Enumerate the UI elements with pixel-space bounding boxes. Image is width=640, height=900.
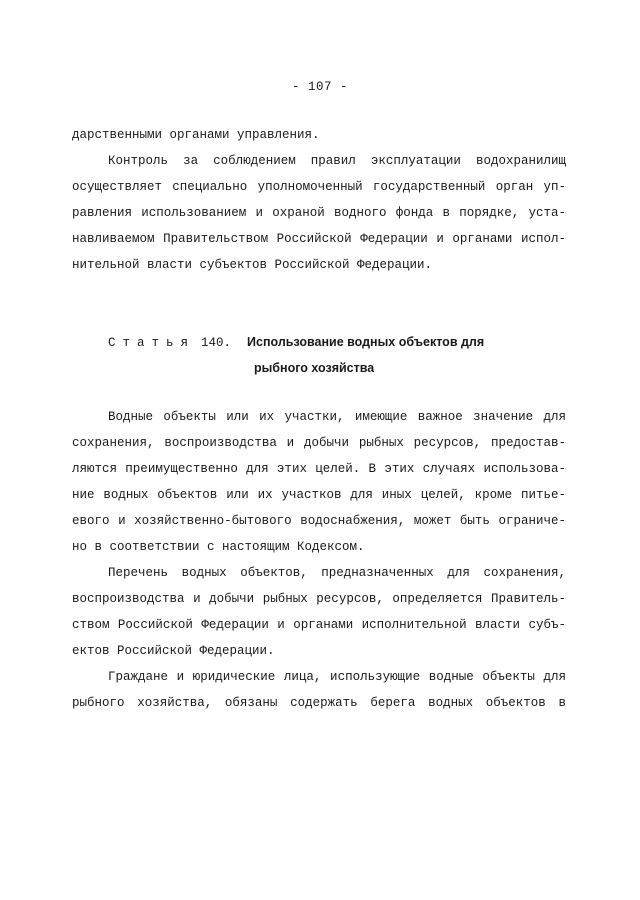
page-number: - 107 - xyxy=(291,80,348,94)
article-number: 140. xyxy=(201,336,232,350)
text-line: навливаемом Правительством Российской Федерации и органами испол- xyxy=(72,232,566,246)
article-label: Статья xyxy=(108,336,196,350)
text-line: ством Российской Федерации и органами исполнительной власти субъ- xyxy=(72,618,566,632)
text-line: но в соответствии с настоящим Кодексом. xyxy=(72,540,365,554)
text-line: воспроизводства и добычи рыбных ресурсов, определяется Правитель- xyxy=(72,592,566,606)
text-line: нительной власти субъектов Российской Федерации. xyxy=(72,258,433,272)
text-line: равления использованием и охраной водного фонда в порядке, уста- xyxy=(72,206,566,220)
text-line: ние водных объектов или их участков для иных целей, кроме питье- xyxy=(72,488,566,502)
text-line: евого и хозяйственно-бытового водоснабжения, может быть ограниче- xyxy=(72,514,566,528)
text-line: рыбного хозяйства, обязаны содержать берега водных объектов в xyxy=(72,696,566,710)
article-title-line2: рыбного хозяйства xyxy=(254,361,375,375)
text-line: осуществляет специально уполномоченный государственный орган уп- xyxy=(72,180,566,194)
text-line: Перечень водных объектов, предназначенных для сохранения, xyxy=(108,566,566,580)
article-heading xyxy=(108,329,528,381)
text-line: Граждане и юридические лица, использующие водные объекты для xyxy=(108,670,566,684)
paragraph-block-intro xyxy=(72,122,566,278)
text-line: сохранения, воспроизводства и добычи рыбных ресурсов, предостав- xyxy=(72,436,566,450)
text-line: дарственными органами управления. xyxy=(72,128,320,142)
text-line: Водные объекты или их участки, имеющие важное значение для xyxy=(108,410,566,424)
paragraph-block-article xyxy=(72,404,566,716)
text-line: ектов Российской Федерации. xyxy=(72,644,275,658)
text-line: ляются преимущественно для этих целей. В этих случаях использова- xyxy=(72,462,566,476)
article-title-line1: Использование водных объектов для xyxy=(247,335,485,349)
text-line: Контроль за соблюдением правил эксплуатации водохранилищ xyxy=(108,154,566,168)
